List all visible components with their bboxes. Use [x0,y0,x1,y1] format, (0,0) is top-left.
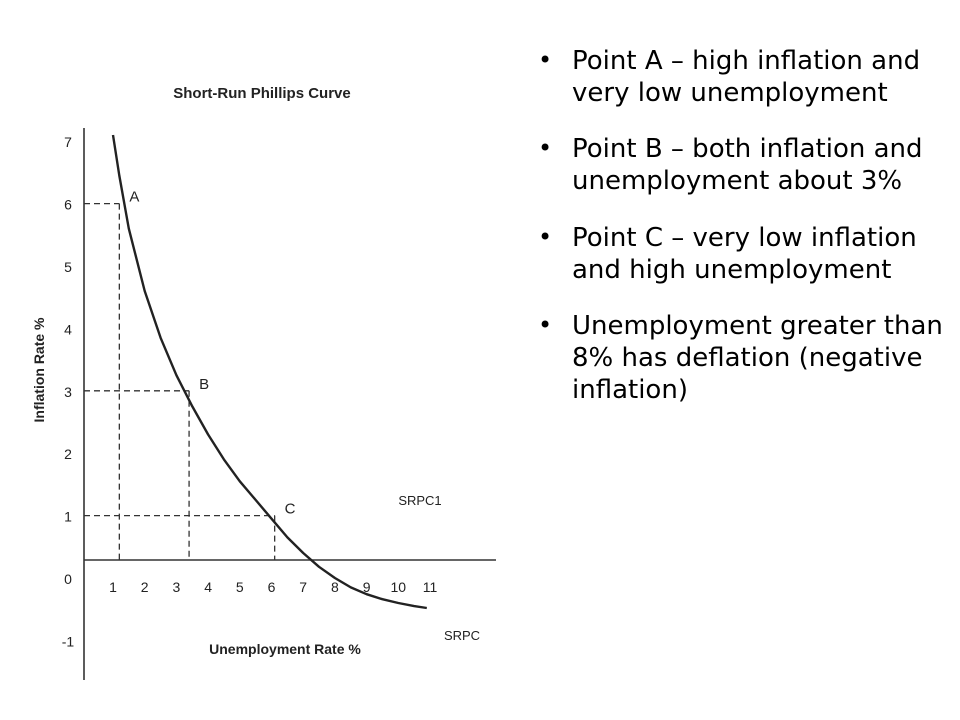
y-tick-label: 7 [64,134,72,151]
srpc1-label: SRPC1 [398,493,442,508]
bullet-item [536,46,946,109]
y-tick-label: 2 [64,446,72,463]
x-tick-label: 2 [140,579,149,595]
bullet-dot: • [538,222,553,251]
y-tick-label: 5 [64,259,72,275]
x-tick-label: 7 [299,579,308,595]
x-tick-label: 3 [172,579,181,595]
srpc-label: SRPC [443,628,481,643]
bullet-item [536,223,946,286]
x-tick-label: 6 [267,579,276,595]
x-tick-label: 11 [422,579,438,595]
x-tick-label: 5 [235,579,244,595]
x-tick-label: 10 [390,579,407,595]
chart-title: Short-Run Phillips Curve [173,85,351,102]
bullet-dot: • [538,311,553,340]
bullet-text: Unemployment greater than 8% has deflation (negative inflation) [572,311,943,405]
y-tick-label: 1 [64,508,72,525]
srpc-curve [113,135,427,608]
bullet-text: Point A – high inflation and very low unemployment [572,46,921,108]
bullet-item [536,311,946,406]
x-tick-label: 8 [331,579,339,595]
x-axis-label: Unemployment Rate % [209,641,361,657]
point-label-b: B [199,375,210,393]
y-tick-label: 4 [64,321,72,338]
y-axis-label: Inflation Rate % [31,317,47,423]
bullet-text: Point C – very low inflation and high unemployment [572,222,917,285]
bullet-list [536,46,946,431]
point-label-c: C [284,500,296,518]
y-tick-label: -1 [61,633,75,650]
bullet-item [536,134,946,197]
y-tick-label: 6 [64,196,72,213]
x-tick-label: 1 [109,579,117,595]
y-tick-label: 3 [64,383,72,400]
y-tick-label: 0 [64,571,72,587]
x-tick-label: 9 [362,579,371,595]
x-tick-label: 4 [204,579,212,595]
bullet-text: Point B – both inflation and unemployment about 3% [572,134,923,197]
bullet-dot: • [538,46,553,74]
point-label-a: A [129,188,140,206]
bullet-dot: • [538,134,553,163]
